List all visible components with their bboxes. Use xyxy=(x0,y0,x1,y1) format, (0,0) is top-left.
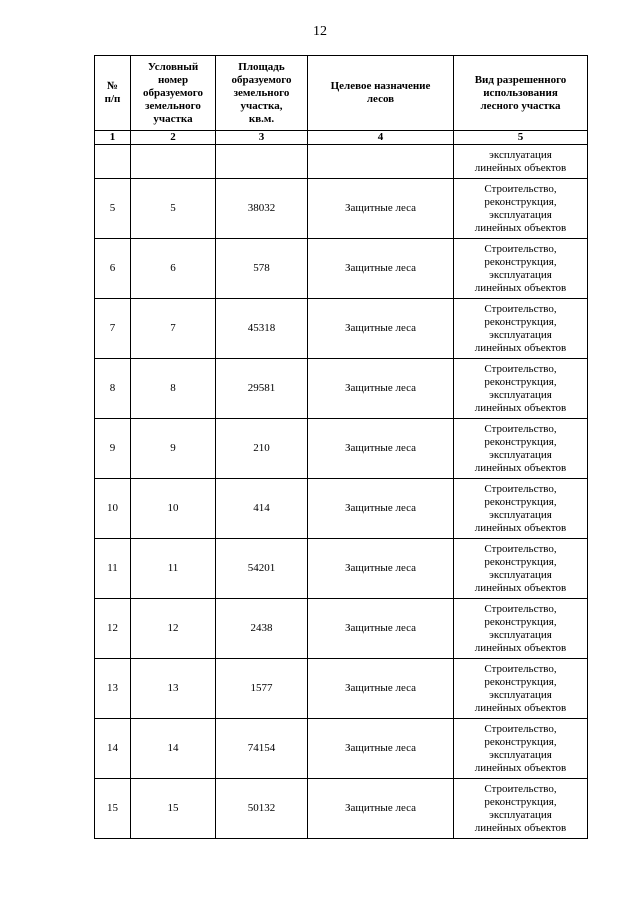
table-row xyxy=(95,239,588,299)
cell-forest-purpose: Защитные леса xyxy=(308,359,454,419)
cell-permitted-use: Строительство, реконструкция, эксплуатация линейных объектов xyxy=(454,359,588,419)
cell-area: 1577 xyxy=(216,659,308,719)
cell-number: 5 xyxy=(95,179,131,239)
header-forest-purpose: Целевое назначение лесов xyxy=(308,56,454,131)
cell-number: 9 xyxy=(95,419,131,479)
cell-forest-purpose: Защитные леса xyxy=(308,779,454,839)
cell-area: 210 xyxy=(216,419,308,479)
cell-number: 14 xyxy=(95,719,131,779)
column-number: 4 xyxy=(308,131,454,145)
cell-permitted-use: Строительство, реконструкция, эксплуатация линейных объектов xyxy=(454,479,588,539)
cell-area: 29581 xyxy=(216,359,308,419)
table-row xyxy=(95,779,588,839)
cell-plot-id: 9 xyxy=(131,419,216,479)
cell-area: 578 xyxy=(216,239,308,299)
cell-forest-purpose: Защитные леса xyxy=(308,539,454,599)
cell-forest-purpose: Защитные леса xyxy=(308,659,454,719)
cell-forest-purpose: Защитные леса xyxy=(308,299,454,359)
table-row xyxy=(95,659,588,719)
column-number: 5 xyxy=(454,131,588,145)
cell-permitted-use: Строительство, реконструкция, эксплуатация линейных объектов xyxy=(454,659,588,719)
cell-area: 414 xyxy=(216,479,308,539)
cell-area: 38032 xyxy=(216,179,308,239)
cell-permitted-use: Строительство, реконструкция, эксплуатация линейных объектов xyxy=(454,539,588,599)
header-plot-id: Условный номер образуемого земельного участка xyxy=(131,56,216,131)
table-cell xyxy=(95,145,131,179)
cell-area: 50132 xyxy=(216,779,308,839)
cell-forest-purpose: Защитные леса xyxy=(308,239,454,299)
table-row xyxy=(95,299,588,359)
cell-plot-id: 11 xyxy=(131,539,216,599)
table-row xyxy=(95,539,588,599)
cell-permitted-use: Строительство, реконструкция, эксплуатация линейных объектов xyxy=(454,719,588,779)
cell-area: 2438 xyxy=(216,599,308,659)
table-cell: эксплуатация линейных объектов xyxy=(454,145,588,179)
table-cell xyxy=(308,145,454,179)
cell-number: 13 xyxy=(95,659,131,719)
cell-number: 11 xyxy=(95,539,131,599)
cell-permitted-use: Строительство, реконструкция, эксплуатация линейных объектов xyxy=(454,299,588,359)
cell-forest-purpose: Защитные леса xyxy=(308,479,454,539)
cell-area: 54201 xyxy=(216,539,308,599)
table-cell xyxy=(131,145,216,179)
column-number: 2 xyxy=(131,131,216,145)
cell-permitted-use: Строительство, реконструкция, эксплуатация линейных объектов xyxy=(454,779,588,839)
cell-permitted-use: Строительство, реконструкция, эксплуатация линейных объектов xyxy=(454,599,588,659)
cell-number: 6 xyxy=(95,239,131,299)
cell-plot-id: 5 xyxy=(131,179,216,239)
cell-plot-id: 12 xyxy=(131,599,216,659)
header-area: Площадь образуемого земельного участка, кв.м. xyxy=(216,56,308,131)
cell-number: 10 xyxy=(95,479,131,539)
cell-plot-id: 10 xyxy=(131,479,216,539)
cell-permitted-use: Строительство, реконструкция, эксплуатация линейных объектов xyxy=(454,419,588,479)
column-number: 3 xyxy=(216,131,308,145)
cell-permitted-use: Строительство, реконструкция, эксплуатация линейных объектов xyxy=(454,179,588,239)
header-permitted-use: Вид разрешенного использования лесного участка xyxy=(454,56,588,131)
cell-forest-purpose: Защитные леса xyxy=(308,599,454,659)
table-row xyxy=(95,179,588,239)
cell-plot-id: 15 xyxy=(131,779,216,839)
land-plots-table xyxy=(94,55,588,839)
cell-number: 15 xyxy=(95,779,131,839)
cell-plot-id: 13 xyxy=(131,659,216,719)
cell-plot-id: 8 xyxy=(131,359,216,419)
cell-number: 8 xyxy=(95,359,131,419)
cell-permitted-use: Строительство, реконструкция, эксплуатация линейных объектов xyxy=(454,239,588,299)
cell-plot-id: 7 xyxy=(131,299,216,359)
cell-forest-purpose: Защитные леса xyxy=(308,719,454,779)
continuation-row xyxy=(95,145,588,179)
cell-area: 74154 xyxy=(216,719,308,779)
table-row xyxy=(95,479,588,539)
cell-forest-purpose: Защитные леса xyxy=(308,419,454,479)
cell-area: 45318 xyxy=(216,299,308,359)
table-header-row xyxy=(95,56,588,131)
table-cell xyxy=(216,145,308,179)
cell-plot-id: 6 xyxy=(131,239,216,299)
cell-plot-id: 14 xyxy=(131,719,216,779)
table-row xyxy=(95,359,588,419)
column-numbers-row xyxy=(95,131,588,145)
cell-number: 12 xyxy=(95,599,131,659)
table-row xyxy=(95,719,588,779)
column-number: 1 xyxy=(95,131,131,145)
cell-forest-purpose: Защитные леса xyxy=(308,179,454,239)
page-number: 12 xyxy=(313,24,327,39)
cell-number: 7 xyxy=(95,299,131,359)
table-row xyxy=(95,419,588,479)
table-row xyxy=(95,599,588,659)
header-number: № п/п xyxy=(95,56,131,131)
